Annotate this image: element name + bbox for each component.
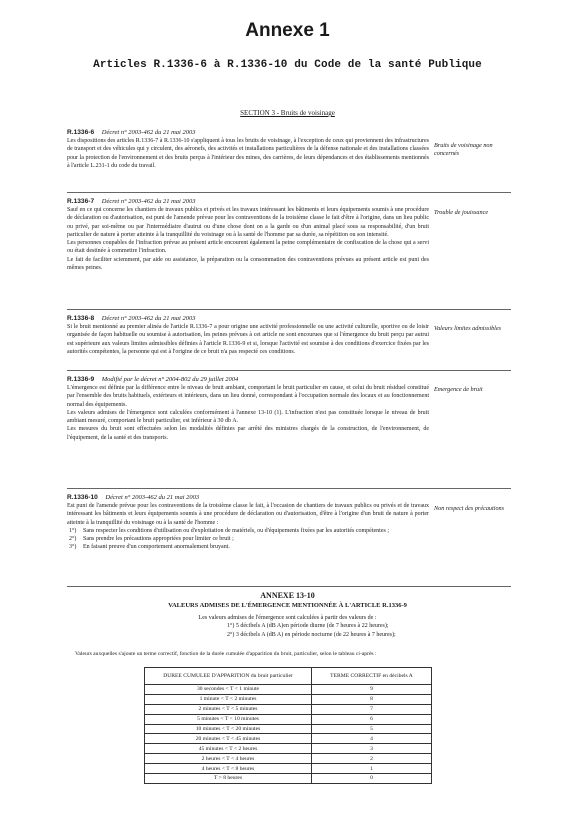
table-row xyxy=(145,764,432,774)
table-header-row xyxy=(145,668,432,685)
article-r1336-6 xyxy=(67,128,511,170)
article-separator xyxy=(67,309,511,310)
article-id: R.1336-7 xyxy=(67,198,95,205)
table-cell-duration: 10 minutes < T < 20 minutes xyxy=(145,724,312,734)
table-cell-duration: 4 heures < T < 8 heures xyxy=(145,764,312,774)
table-cell-duration: 1 minute < T < 2 minutes xyxy=(145,694,312,704)
article-id: R.1336-6 xyxy=(67,129,95,136)
table-cell-correction: 1 xyxy=(312,764,432,774)
document-title: Annexe 1 xyxy=(245,20,330,41)
annex-value-line: 2°) 3 décibels A (dB A) en période nocturne (de 22 heures à 7 heures); xyxy=(227,631,396,638)
table-row xyxy=(145,714,432,724)
article-side-note: Non respect des précautions xyxy=(434,505,505,512)
list-item-number: 2°) xyxy=(69,536,77,543)
article-separator xyxy=(67,586,511,587)
article-r1336-10 xyxy=(67,493,511,552)
table-cell-duration: 20 minutes < T < 45 minutes xyxy=(145,734,312,744)
article-body xyxy=(67,137,429,170)
article-r1336-9 xyxy=(67,375,511,442)
annex-value-line: 1°) 5 décibels A (dB A)en période diurne (de 7 heures à 22 heures); xyxy=(227,623,389,629)
table-cell-correction: 9 xyxy=(312,685,432,695)
annex-value-lines xyxy=(227,622,396,639)
list-item xyxy=(69,543,429,551)
article-decree: Décret n° 2003-462 du 21 mai 2003 xyxy=(101,315,196,322)
article-paragraph: Les mesures du bruit sont effectuées selon les modalités définies par arrêté des ministres chargés de la construction, de l'environnement, de l'équipement, de la santé et des transports. xyxy=(67,426,429,441)
article-list xyxy=(67,527,429,552)
list-item-text: Sans prendre les précautions appropriées pour limiter ce bruit ; xyxy=(83,536,234,543)
list-item xyxy=(69,527,429,535)
table-cell-duration: 2 heures < T < 4 heures xyxy=(145,754,312,764)
list-item xyxy=(69,535,429,543)
annex-intro: Les valeurs admises de l'émergence sont calculées à partir des valeurs de : xyxy=(198,615,377,621)
table-row xyxy=(145,734,432,744)
article-header xyxy=(67,197,511,206)
article-body xyxy=(67,502,429,552)
table-row xyxy=(145,754,432,764)
article-id: R.1336-9 xyxy=(67,376,95,383)
article-side-note: Valeurs limites admissibles xyxy=(434,325,502,332)
list-item-text: En faisant preuve d'un comportement anormalement bruyant. xyxy=(83,544,230,551)
annex-title: ANNEXE 13-10 xyxy=(260,591,315,600)
article-paragraph: L'émergence est définie par la différence entre le niveau de bruit ambiant, comportant le bruit particulier en cause, et celui du bruit résiduel constitué par l'ensemble des bruits habituels, extérieurs et intérieurs, dans un lieu donné, correspondant à l'occupation normale des locaux et au fonctionnement normal des équipements. xyxy=(67,385,429,408)
table-cell-correction: 7 xyxy=(312,704,432,714)
article-side-note: Trouble de jouissance xyxy=(434,209,489,216)
table-cell-duration: 2 minutes < T < 5 minutes xyxy=(145,704,312,714)
article-paragraph: Les dispositions des articles R.1336-7 à R.1336-10 s'appliquent à tous les bruits de voisinage, à l'exception de ceux qui proviennent des infrastructures de transport et des véhicules qui y circulent, des aéronefs, des activités et installations particulières de la défense nationale et des installations classées pour la protection de l'environnement et des bruits perçus à l'intérieur des mines, des carrières, de leurs dépendances et des établissements mentionnés à l'article L.231-1 du code du travail. xyxy=(67,138,429,169)
article-paragraph: Les personnes coupables de l'infraction prévue au présent article encourent également la peine complémentaire de confiscation de la chose qui a servi ou était destinée à commettre l'infraction. xyxy=(67,240,429,255)
article-separator xyxy=(67,488,511,489)
annex-note: Valeurs auxquelles s'ajoute un terme correctif, fonction de la durée cumulée d'apparition du bruit, particulier, selon le tableau ci-après : xyxy=(75,651,377,657)
table-row xyxy=(145,774,432,784)
table-cell-duration: T > 8 heures xyxy=(145,774,312,784)
article-paragraph: Sauf en ce qui concerne les chantiers de travaux publics et privés et les travaux intéressant les bâtiments et leurs équipements soumis à une procédure de déclaration ou d'autorisation, est puni de l'amende prévue pour les contraventions de la troisième classe le fait d'être à l'origine, dans un lieu public ou privé, par soi-même ou par l'intermédiaire d'autrui ou d'une chose dont on a la garde ou d'un animal placé sous sa responsabilité, d'un bruit particulier de nature à porter atteinte à la tranquillité du voisinage ou à la santé de l'homme par sa durée, sa répétition ou son intensité. xyxy=(67,207,429,238)
article-id: R.1336-8 xyxy=(67,315,95,322)
article-paragraph: Les valeurs admises de l'émergence sont calculées conformément à l'annexe 13-10 (1). L'infraction n'est pas constituée lorsque le niveau de bruit ambiant mesuré, comportant le bruit particulier, est inférieur à 30 db A. xyxy=(67,409,429,425)
table-cell-correction: 0 xyxy=(312,774,432,784)
table-header-duration: DUREE CUMULEE D'APPARITION du bruit particulier xyxy=(145,668,312,685)
table-cell-correction: 5 xyxy=(312,724,432,734)
article-paragraph: Si le bruit mentionné au premier alinéa de l'article R.1336-7 a pour origine une activité professionnelle ou une activité culturelle, sportive ou de loisir organisée de façon habituelle ou soumise à autorisation, les peines prévues à cet article ne sont encourues que si l'émergence du bruit perçu par autrui est supérieure aux valeurs limites admissibles définies à l'article R.1336-9 et si, lorsque l'activité est soumise à des conditions d'exercice fixées par les autorités compétentes, la personne qui est à l'origine de ce bruit n'a pas respecté ces conditions. xyxy=(67,324,429,355)
table-header-correction: TERME CORRECTIF en décibels A xyxy=(312,668,432,685)
list-item-number: 1°) xyxy=(69,527,77,534)
table-cell-correction: 6 xyxy=(312,714,432,724)
article-header xyxy=(67,375,511,384)
table-row xyxy=(145,704,432,714)
article-decree: Décret n° 2003-462 du 21 mai 2003 xyxy=(101,198,196,205)
table-cell-correction: 3 xyxy=(312,744,432,754)
article-decree: Décret n° 2003-462 du 21 mai 2003 xyxy=(105,494,200,501)
article-decree: Modifié par le décret n° 2004-802 du 29 juillet 2004 xyxy=(101,376,239,383)
table-cell-duration: 5 minutes < T < 10 minutes xyxy=(145,714,312,724)
table-row xyxy=(145,744,432,754)
article-paragraph: Est puni de l'amende prévue pour les contraventions de la troisième classe le fait, à l'occasion de chantiers de travaux publics ou privés et de travaux intéressant les bâtiments et leurs équipements soumis à une procédure de déclaration ou d'autorisation, d'être à l'origine d'un bruit de nature à porter atteinte à la tranquillité du voisinage ou à la santé de l'homme : xyxy=(67,503,429,526)
article-paragraph: Le fait de faciliter sciemment, par aide ou assistance, la préparation ou la consommation des contraventions prévues au présent article est puni des mêmes peines. xyxy=(67,256,429,272)
table-cell-correction: 2 xyxy=(312,754,432,764)
list-item-number: 3°) xyxy=(69,544,77,551)
article-side-note: Bruits de voisinage non concernés xyxy=(434,142,493,157)
article-id: R.1336-10 xyxy=(67,494,98,501)
article-header xyxy=(67,128,511,137)
article-separator xyxy=(67,370,511,371)
article-r1336-8 xyxy=(67,314,511,356)
section-title: SECTION 3 - Bruits de voisinage xyxy=(240,109,335,117)
table-cell-correction: 4 xyxy=(312,734,432,744)
table-row xyxy=(145,694,432,704)
list-item-text: Sans respecter les conditions d'utilisation ou d'exploitation de matériels, ou d'équipements fixées par les autorités compétentes ; xyxy=(83,527,389,534)
table-row xyxy=(145,685,432,695)
table-cell-duration: 45 minutes < T < 2 heures xyxy=(145,744,312,754)
document-subtitle: Articles R.1336-6 à R.1336-10 du Code de la santé Publique xyxy=(93,59,482,71)
article-header xyxy=(67,493,511,502)
article-body xyxy=(67,206,429,272)
article-header xyxy=(67,314,511,323)
article-side-note: Emergence de bruit xyxy=(434,386,483,393)
article-separator xyxy=(67,192,511,193)
article-body xyxy=(67,323,429,356)
correction-table xyxy=(144,667,432,784)
table-cell-correction: 8 xyxy=(312,694,432,704)
article-body xyxy=(67,384,429,442)
table-row xyxy=(145,724,432,734)
article-decree: Décret n° 2003-462 du 21 mai 2003 xyxy=(101,129,196,136)
table-cell-duration: 30 secondes < T < 1 minute xyxy=(145,685,312,695)
annex-subtitle: VALEURS ADMISES DE L'ÉMERGENCE MENTIONNÉE À L'ARTICLE R.1336-9 xyxy=(168,602,407,609)
article-r1336-7 xyxy=(67,197,511,272)
